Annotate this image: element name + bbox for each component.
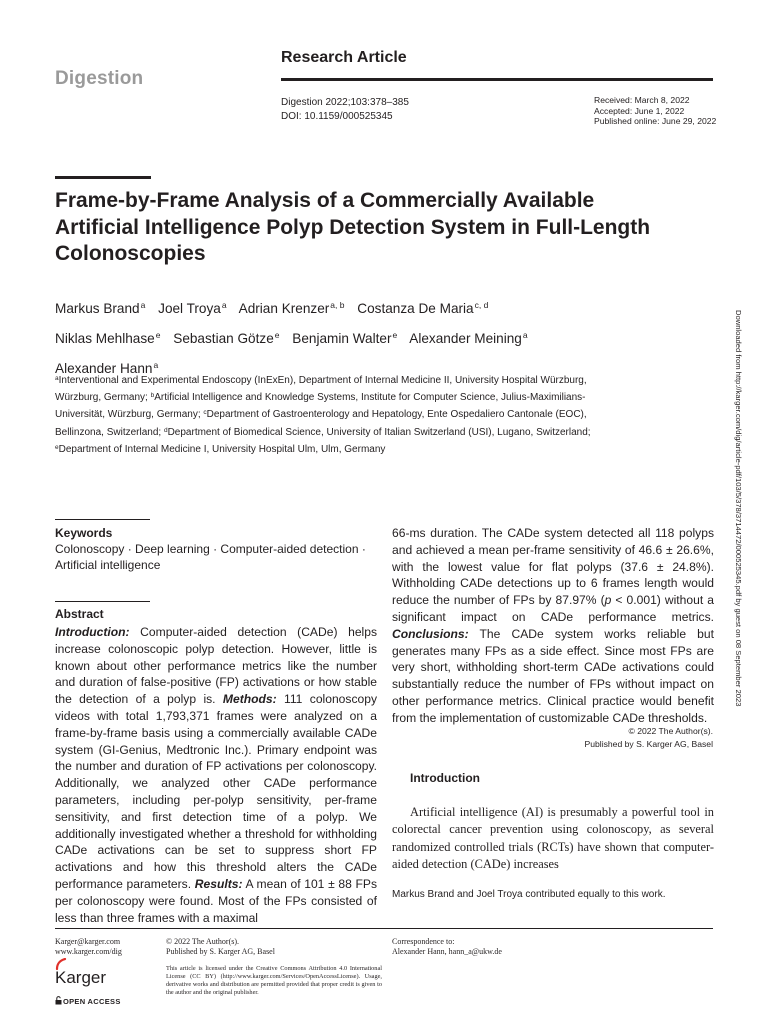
citation-volume: Digestion 2022;103:378–385 <box>281 97 409 108</box>
journal-name: Digestion <box>55 68 144 89</box>
contribution-note: Markus Brand and Joel Troya contributed equally to this work. <box>392 889 666 900</box>
abstract-rule <box>55 601 150 602</box>
author: Joel Troya$^a$ <box>158 300 227 316</box>
abstract-left-column: Introduction: Computer-aided detection (CADe) helps increase colonoscopic polyp detection. However, little is known about other performance metrics like the number and duration of false-positive (FP) activations or how stable the detection of a polyp is. Methods: 111 colonoscopy videos with total 1,793,371 frames were analyzed on a frame-by-frame basis using a commercially available CADe system (GI-Genius, Medtronic Inc.). Primary endpoint was the number and duration of FP activations per colonoscopy. Additionally, we analyzed other CADe performance parameters, including per-polyp sensitivity, per-frame sensitivity, and first detection time of a polyp. We additionally investigated whether a threshold for withholding CADe activations can be set to suppress short FP activations and how this threshold alters the CADe performance parameters. Results: A mean of 101 ± 88 FPs per colonoscopy were found. Most of the FPs consisted of less than three frames with a maximal <box>55 625 378 925</box>
correspondence: Correspondence to: Alexander Hann, hann_a@ukw.de <box>392 937 502 956</box>
keywords-heading: Keywords <box>55 526 113 540</box>
author: Costanza De Maria$^{c, d}$ <box>357 300 489 316</box>
abstract-copyright: © 2022 The Author(s). Published by S. Karger AG, Basel <box>584 726 713 749</box>
open-lock-icon <box>55 996 62 1005</box>
introduction-heading: Introduction <box>410 771 480 785</box>
author-list <box>55 292 615 382</box>
accepted-date: Accepted: June 1, 2022 <box>594 105 685 116</box>
header-rule <box>281 78 713 81</box>
title-rule <box>55 176 151 179</box>
correspondence-email[interactable]: Alexander Hann, hann_a@ukw.de <box>392 947 502 956</box>
introduction-text: Artificial intelligence (AI) is presumably a powerful tool in colorectal cancer prevention using colonoscopy, as several randomized controlled trials (RCTs) have shown that computer-aided detection (CADe) increases <box>392 805 714 871</box>
author: Benjamin Walter$^e$ <box>292 330 398 346</box>
download-watermark: Downloaded from http://karger.com/dig/article-pdf/103/5/378/3714472/000525345.pdf by guest on 08 September 2023 <box>734 310 743 707</box>
received-date: Received: March 8, 2022 <box>594 95 690 105</box>
author: Markus Brand$^a$ <box>55 300 146 316</box>
citation-doi[interactable]: DOI: 10.1159/000525345 <box>281 111 393 122</box>
footer-contact <box>55 937 122 957</box>
keywords-rule <box>55 519 150 520</box>
author: Alexander Hann$^a$ <box>55 360 159 376</box>
author: Adrian Krenzer$^{a, b}$ <box>238 300 345 316</box>
article-type: Research Article <box>281 49 407 66</box>
keywords-text: Colonoscopy · Deep learning · Computer-aided detection · Artificial intelligence <box>55 542 366 572</box>
article-title: Frame-by-Frame Analysis of a Commercially Available Artificial Intelligence Polyp Detection System in Full-Length Colonoscopies <box>55 189 651 265</box>
author: Sebastian Götze$^e$ <box>173 330 280 346</box>
author: Alexander Meining$^a$ <box>409 330 528 346</box>
open-access-label: OPEN ACCESS <box>55 996 121 1006</box>
footer-rule <box>55 928 713 929</box>
license-text: This article is licensed under the Creative Commons Attribution 4.0 International License (CC BY) (http://www.karger.com/Services/OpenAccessLicense). Usage, derivative works and distribution are permitted provided that proper credit is given to the author and the original publisher. <box>166 965 382 996</box>
email-link[interactable]: Karger@karger.com <box>55 937 121 946</box>
footer-copyright: © 2022 The Author(s). Published by S. Karger AG, Basel <box>166 937 275 956</box>
abstract-heading: Abstract <box>55 607 104 621</box>
author: Niklas Mehlhase$^e$ <box>55 330 161 346</box>
affiliations: $^a$Interventional and Experimental Endoscopy (InExEn), Department of Internal Medicine II, University Hospital Würzburg, Würzburg, Germany; $^b$Artificial Intelligence and Knowledge Systems, Institute for Computer Science, Julius-Maximilians-Universität, Würzburg, Germany; $^c$Department of Gastroenterology and Hepatology, Ente Ospedaliero Cantonale (EOC), Bellinzona, Switzerland; $^d$Department of Biomedical Science, University of Italian Switzerland (USI), Lugano, Switzerland; $^e$Department of Internal Medicine I, University Hospital Ulm, Ulm, Germany <box>55 375 591 455</box>
abstract-right-column: 66-ms duration. The CADe system detected all 118 polyps and achieved a mean per-frame sensitivity of 46.6 ± 26.6%, with the lowest value for flat polyps (37.6 ± 24.8%). Withholding CADe detections up to 6 frames length would reduce the number of FPs by 87.97% (p < 0.001) without a significant impact on CADe performance metrics. Conclusions: The CADe system works reliable but generates many FPs as a side effect. Since most FPs are very short, withholding short-term CADe activations could substantially reduce the number of FPs without impact on other performance metrics. Clinical practice would benefit from the implementation of customizable CADe thresholds. <box>392 526 714 725</box>
publication-dates <box>594 95 716 127</box>
logo-mark-icon <box>55 958 67 971</box>
citation <box>281 96 409 124</box>
website-link[interactable]: www.karger.com/dig <box>55 947 122 956</box>
karger-logo: Karger <box>55 968 106 988</box>
published-date: Published online: June 29, 2022 <box>594 116 717 126</box>
